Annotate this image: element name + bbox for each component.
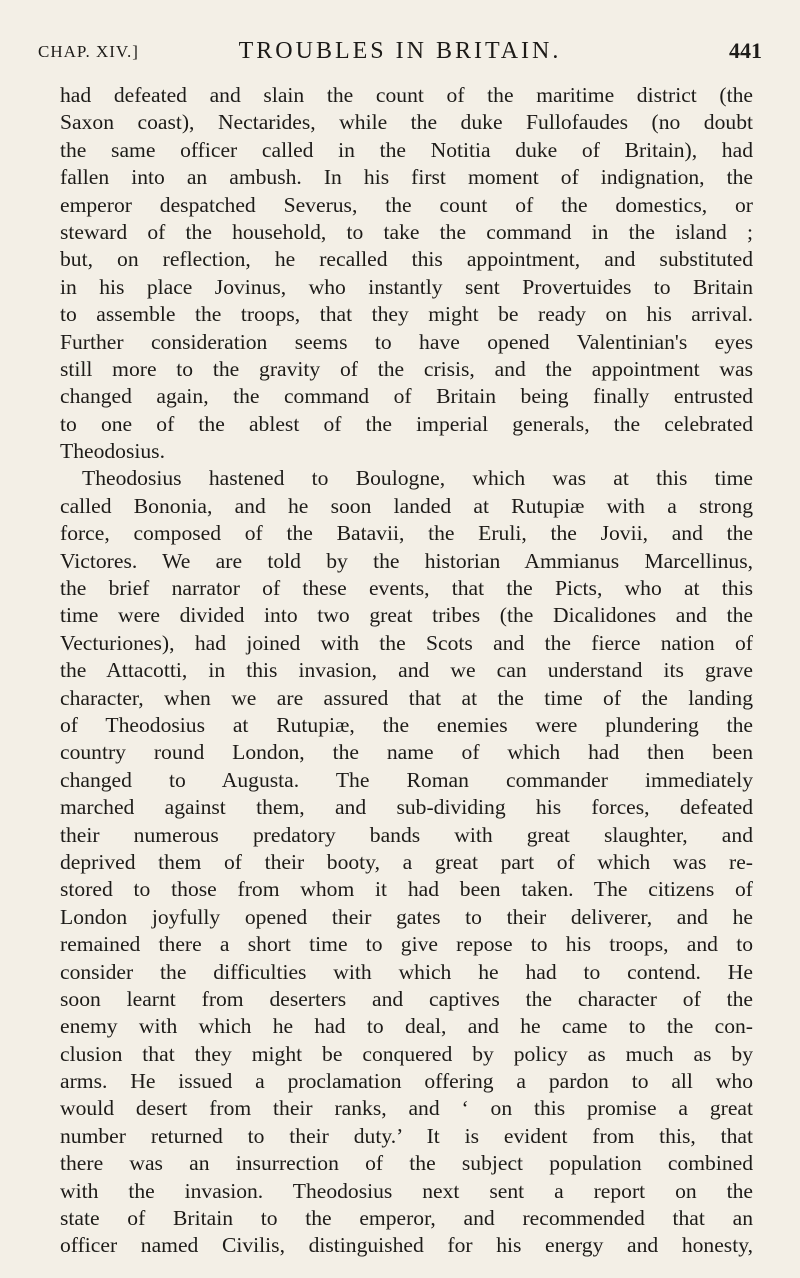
text-line: but, on reflection, he recalled this appointment, and substituted bbox=[60, 247, 753, 272]
running-head bbox=[38, 36, 762, 66]
text-line: would desert from their ranks, and ‘ on this promise a great bbox=[60, 1096, 753, 1121]
text-line: remained there a short time to give repose to his troops, and to bbox=[60, 932, 753, 957]
text-line: marched against them, and sub-dividing his forces, defeated bbox=[60, 795, 753, 820]
page-title: TROUBLES IN BRITAIN. bbox=[238, 38, 562, 64]
text-line: deprived them of their booty, a great part of which was re- bbox=[60, 849, 753, 874]
text-line: of Theodosius at Rutupiæ, the enemies were plundering the bbox=[60, 712, 753, 737]
text-line: called Bononia, and he soon landed at Rutupiæ with a strong bbox=[60, 493, 753, 518]
text-line: still more to the gravity of the crisis, and the appointment was bbox=[60, 356, 753, 381]
text-line: force, composed of the Batavii, the Eruli, the Jovii, and the bbox=[60, 521, 753, 546]
text-line: enemy with which he had to deal, and he came to the con- bbox=[60, 1014, 753, 1039]
text-line: the brief narrator of these events, that the Picts, who at this bbox=[60, 576, 753, 601]
text-line: the same officer called in the Notitia duke of Britain), had bbox=[60, 137, 753, 162]
text-line: changed again, the command of Britain being finally entrusted bbox=[60, 384, 753, 409]
text-line: number returned to their duty.’ It is evident from this, that bbox=[60, 1123, 753, 1148]
text-line: soon learnt from deserters and captives the character of the bbox=[60, 986, 753, 1011]
text-line: London joyfully opened their gates to their deliverer, and he bbox=[60, 904, 753, 929]
text-line: in his place Jovinus, who instantly sent Provertuides to Britain bbox=[60, 274, 753, 299]
text-line: with the invasion. Theodosius next sent a report on the bbox=[60, 1178, 753, 1203]
text-line: officer named Civilis, distinguished for his energy and honesty, bbox=[60, 1233, 753, 1258]
text-line: changed to Augusta. The Roman commander immediately bbox=[60, 767, 753, 792]
chapter-label: CHAP. XIV.] bbox=[38, 42, 139, 61]
text-line: character, when we are assured that at the time of the landing bbox=[60, 685, 753, 710]
text-line: Theodosius. bbox=[60, 439, 165, 464]
text-line: fallen into an ambush. In his first moment of indignation, the bbox=[60, 165, 753, 190]
text-line: Theodosius hastened to Boulogne, which was at this time bbox=[82, 466, 753, 491]
text-line: Victores. We are told by the historian Ammianus Marcellinus, bbox=[60, 548, 753, 573]
text-line: their numerous predatory bands with great slaughter, and bbox=[60, 822, 753, 847]
text-line: the Attacotti, in this invasion, and we can understand its grave bbox=[60, 658, 753, 683]
text-line: arms. He issued a proclamation offering a pardon to all who bbox=[60, 1069, 753, 1094]
text-line: clusion that they might be conquered by policy as much as by bbox=[60, 1041, 753, 1066]
text-line: to one of the ablest of the imperial generals, the celebrated bbox=[60, 411, 753, 436]
text-line: time were divided into two great tribes (the Dicalidones and the bbox=[60, 603, 753, 628]
text-line: Saxon coast), Nectarides, while the duke Fullofaudes (no doubt bbox=[60, 110, 753, 135]
text-line: had defeated and slain the count of the maritime district (the bbox=[60, 83, 753, 107]
text-line: stored to those from whom it had been taken. The citizens of bbox=[60, 877, 753, 902]
text-line: consider the difficulties with which he had to contend. He bbox=[60, 959, 753, 984]
text-line: to assemble the troops, that they might be ready on his arrival. bbox=[60, 302, 753, 327]
text-line: Further consideration seems to have opened Valentinian's eyes bbox=[60, 329, 753, 354]
text-line: there was an insurrection of the subject population combined bbox=[60, 1151, 753, 1176]
text-line: steward of the household, to take the command in the island ; bbox=[60, 219, 753, 244]
text-line: Vecturiones), had joined with the Scots and the fierce nation of bbox=[60, 630, 753, 655]
text-line: state of Britain to the emperor, and recommended that an bbox=[60, 1206, 753, 1231]
body-text bbox=[60, 82, 753, 1260]
text-line: emperor despatched Severus, the count of the domestics, or bbox=[60, 192, 753, 217]
page-number: 441 bbox=[729, 38, 762, 63]
text-line: country round London, the name of which had then been bbox=[60, 740, 753, 765]
